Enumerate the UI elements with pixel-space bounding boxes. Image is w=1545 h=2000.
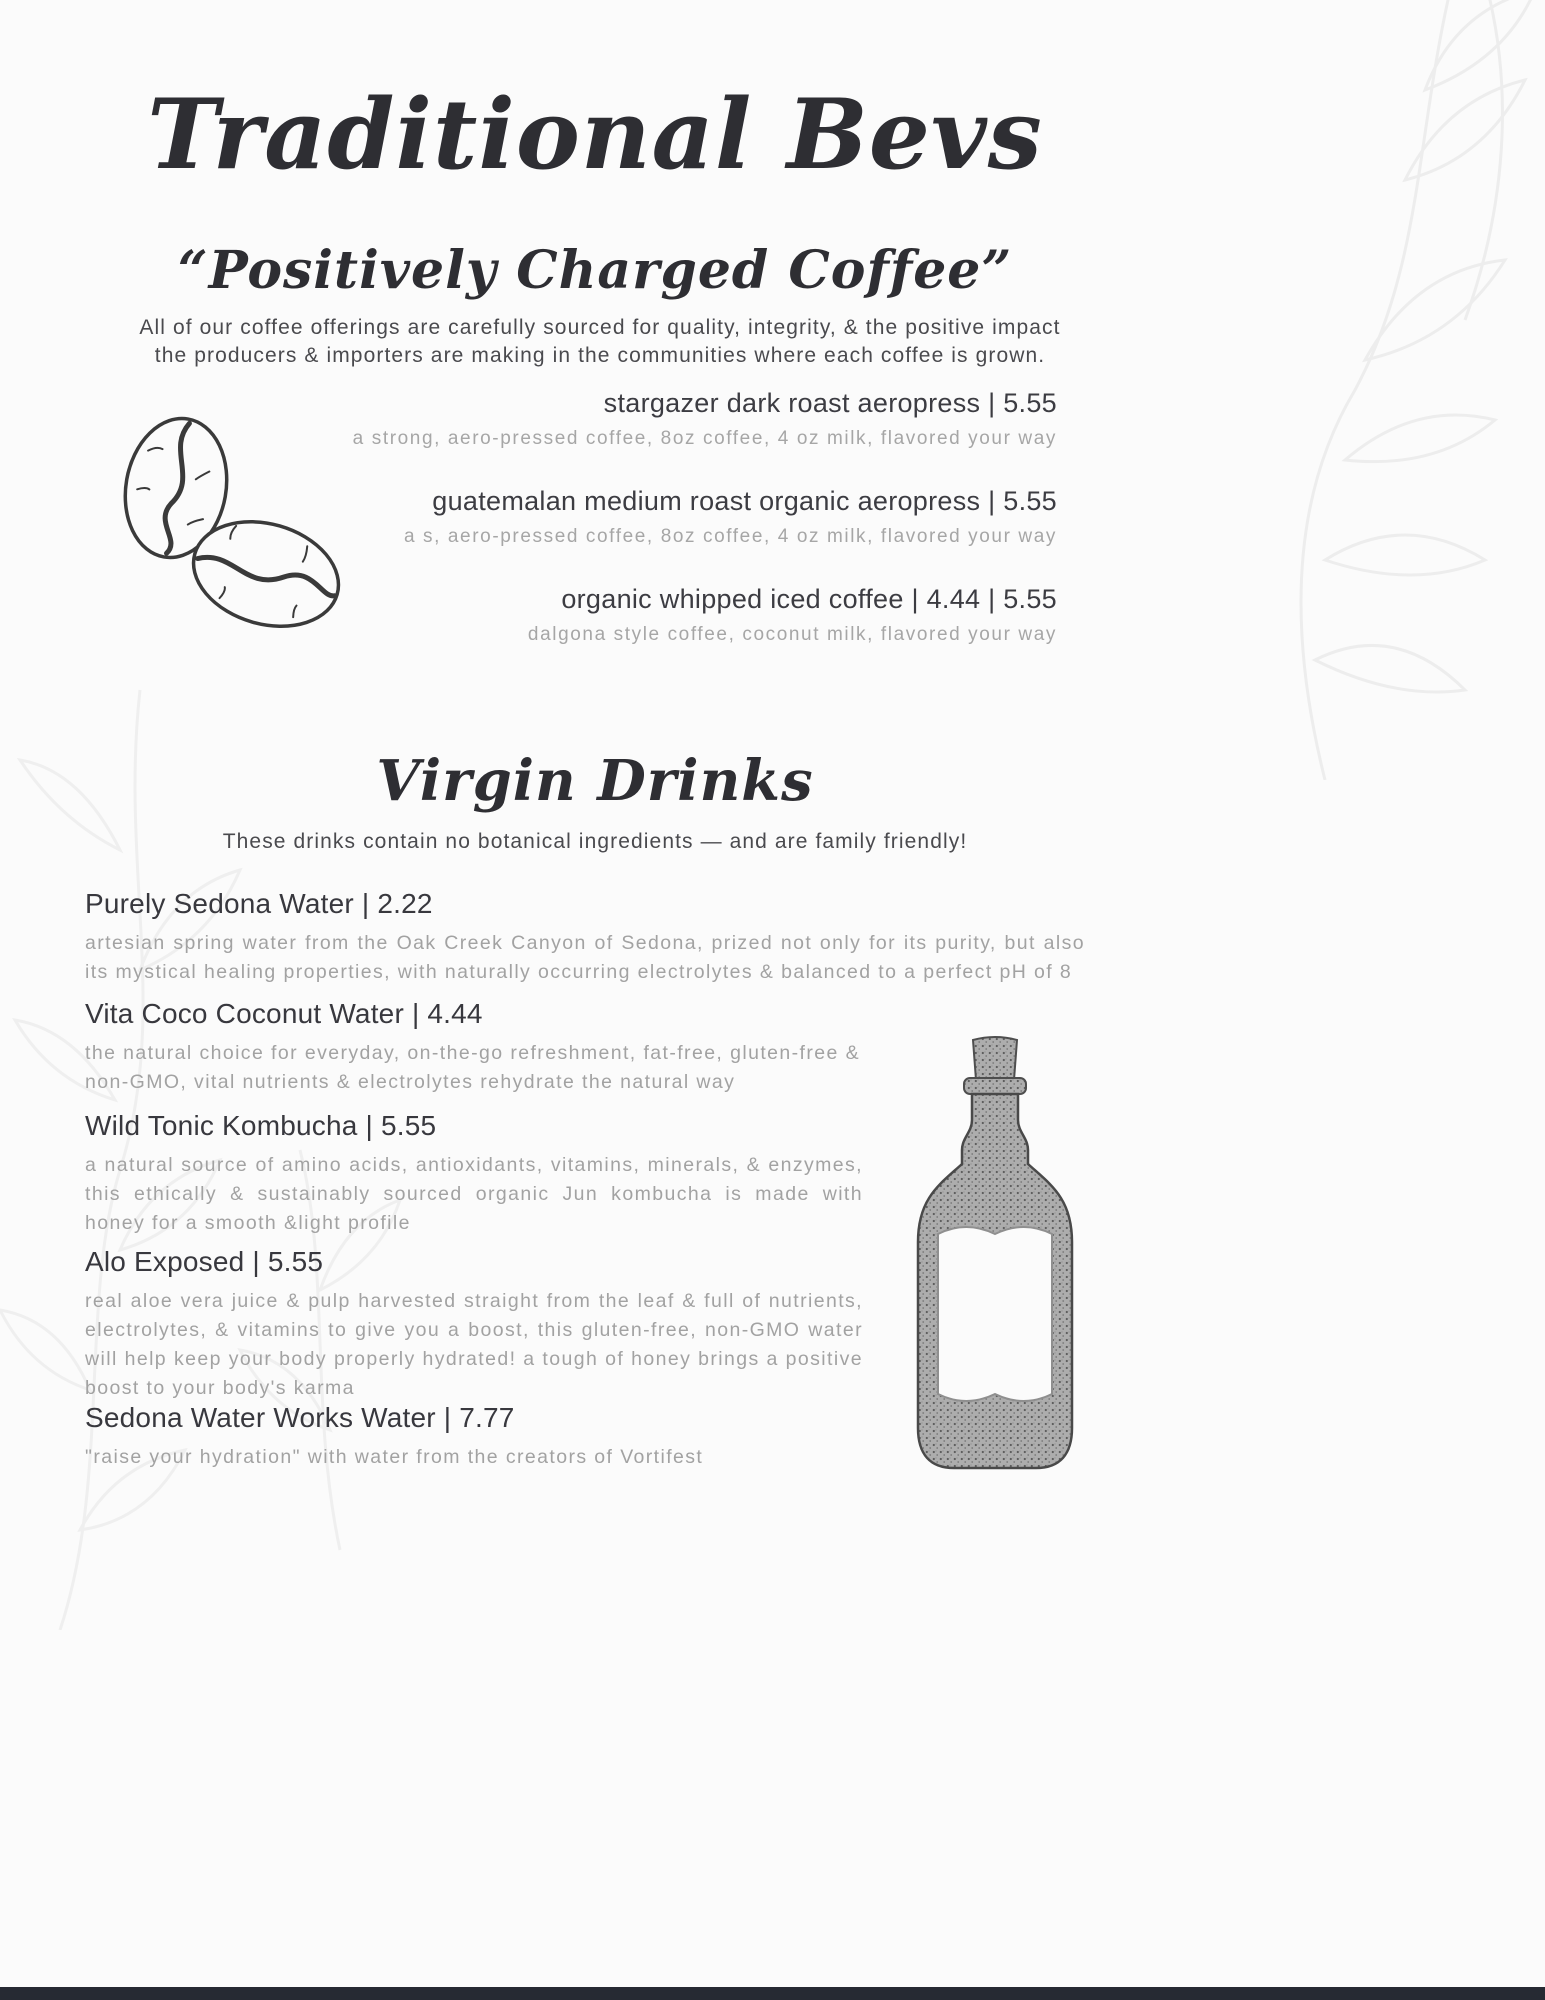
page-title: Traditional Bevs bbox=[147, 78, 1043, 191]
menu-item-wild-tonic-kombucha bbox=[85, 1110, 863, 1238]
menu-item-sedona-water-works bbox=[85, 1402, 985, 1472]
item-description: a natural source of amino acids, antioxidants, vitamins, minerals, & enzymes, this ethically & sustainably sourced organic Jun kombucha is made with honey for a smooth &light profile bbox=[85, 1154, 863, 1234]
item-description: the natural choice for everyday, on-the-go refreshment, fat-free, gluten-free & non-GMO, vital nutrients & electrolytes rehydrate the natural way bbox=[85, 1042, 860, 1093]
item-name: Sedona Water Works Water | 7.77 bbox=[85, 1402, 515, 1433]
menu-item-coffee-whipped-iced bbox=[120, 584, 1057, 646]
item-description: "raise your hydration" with water from the creators of Vortifest bbox=[85, 1446, 704, 1468]
footer-bar bbox=[0, 1987, 1545, 2000]
item-description: real aloe vera juice & pulp harvested straight from the leaf & full of nutrients, electrolytes, & vitamins to give you a boost, this gluten-free, non-GMO water will help keep your body properly hydrated! a tough of honey brings a positive boost to your body's karma bbox=[85, 1290, 863, 1399]
virgin-section-heading: Virgin Drinks bbox=[376, 748, 814, 814]
item-name: Alo Exposed | 5.55 bbox=[85, 1246, 324, 1277]
item-description: artesian spring water from the Oak Creek Canyon of Sedona, prized not only for its purity, but also its mystical healing properties, with naturally occurring electrolytes & balanced to a perfect pH of 8 bbox=[85, 932, 1085, 983]
menu-item-alo-exposed bbox=[85, 1246, 863, 1402]
menu-item-vita-coco bbox=[85, 998, 860, 1097]
bottle-icon bbox=[876, 1030, 1114, 1470]
item-description: a strong, aero-pressed coffee, 8oz coffee, 4 oz milk, flavored your way bbox=[352, 428, 1057, 449]
menu-item-coffee-stargazer bbox=[120, 388, 1057, 450]
coffee-section-intro: All of our coffee offerings are carefully sourced for quality, integrity, & the positive impact the producers & importers are making in the communities where each coffee is grown. bbox=[139, 316, 1061, 368]
menu-item-coffee-guatemalan bbox=[120, 486, 1057, 548]
item-name: guatemalan medium roast organic aeropress | 5.55 bbox=[432, 486, 1057, 516]
item-name: Purely Sedona Water | 2.22 bbox=[85, 888, 433, 919]
item-name: Vita Coco Coconut Water | 4.44 bbox=[85, 998, 483, 1029]
item-description: dalgona style coffee, coconut milk, flavored your way bbox=[527, 624, 1057, 645]
menu-item-purely-sedona-water bbox=[85, 888, 1085, 987]
item-name: stargazer dark roast aeropress | 5.55 bbox=[603, 388, 1057, 418]
item-description: a s, aero-pressed coffee, 8oz coffee, 4 oz milk, flavored your way bbox=[403, 526, 1057, 547]
item-name: organic whipped iced coffee | 4.44 | 5.55 bbox=[561, 584, 1057, 614]
coffee-section-heading: “Positively Charged Coffee” bbox=[177, 240, 1013, 301]
virgin-section-intro: These drinks contain no botanical ingredients — and are family friendly! bbox=[222, 830, 968, 853]
item-name: Wild Tonic Kombucha | 5.55 bbox=[85, 1110, 437, 1141]
